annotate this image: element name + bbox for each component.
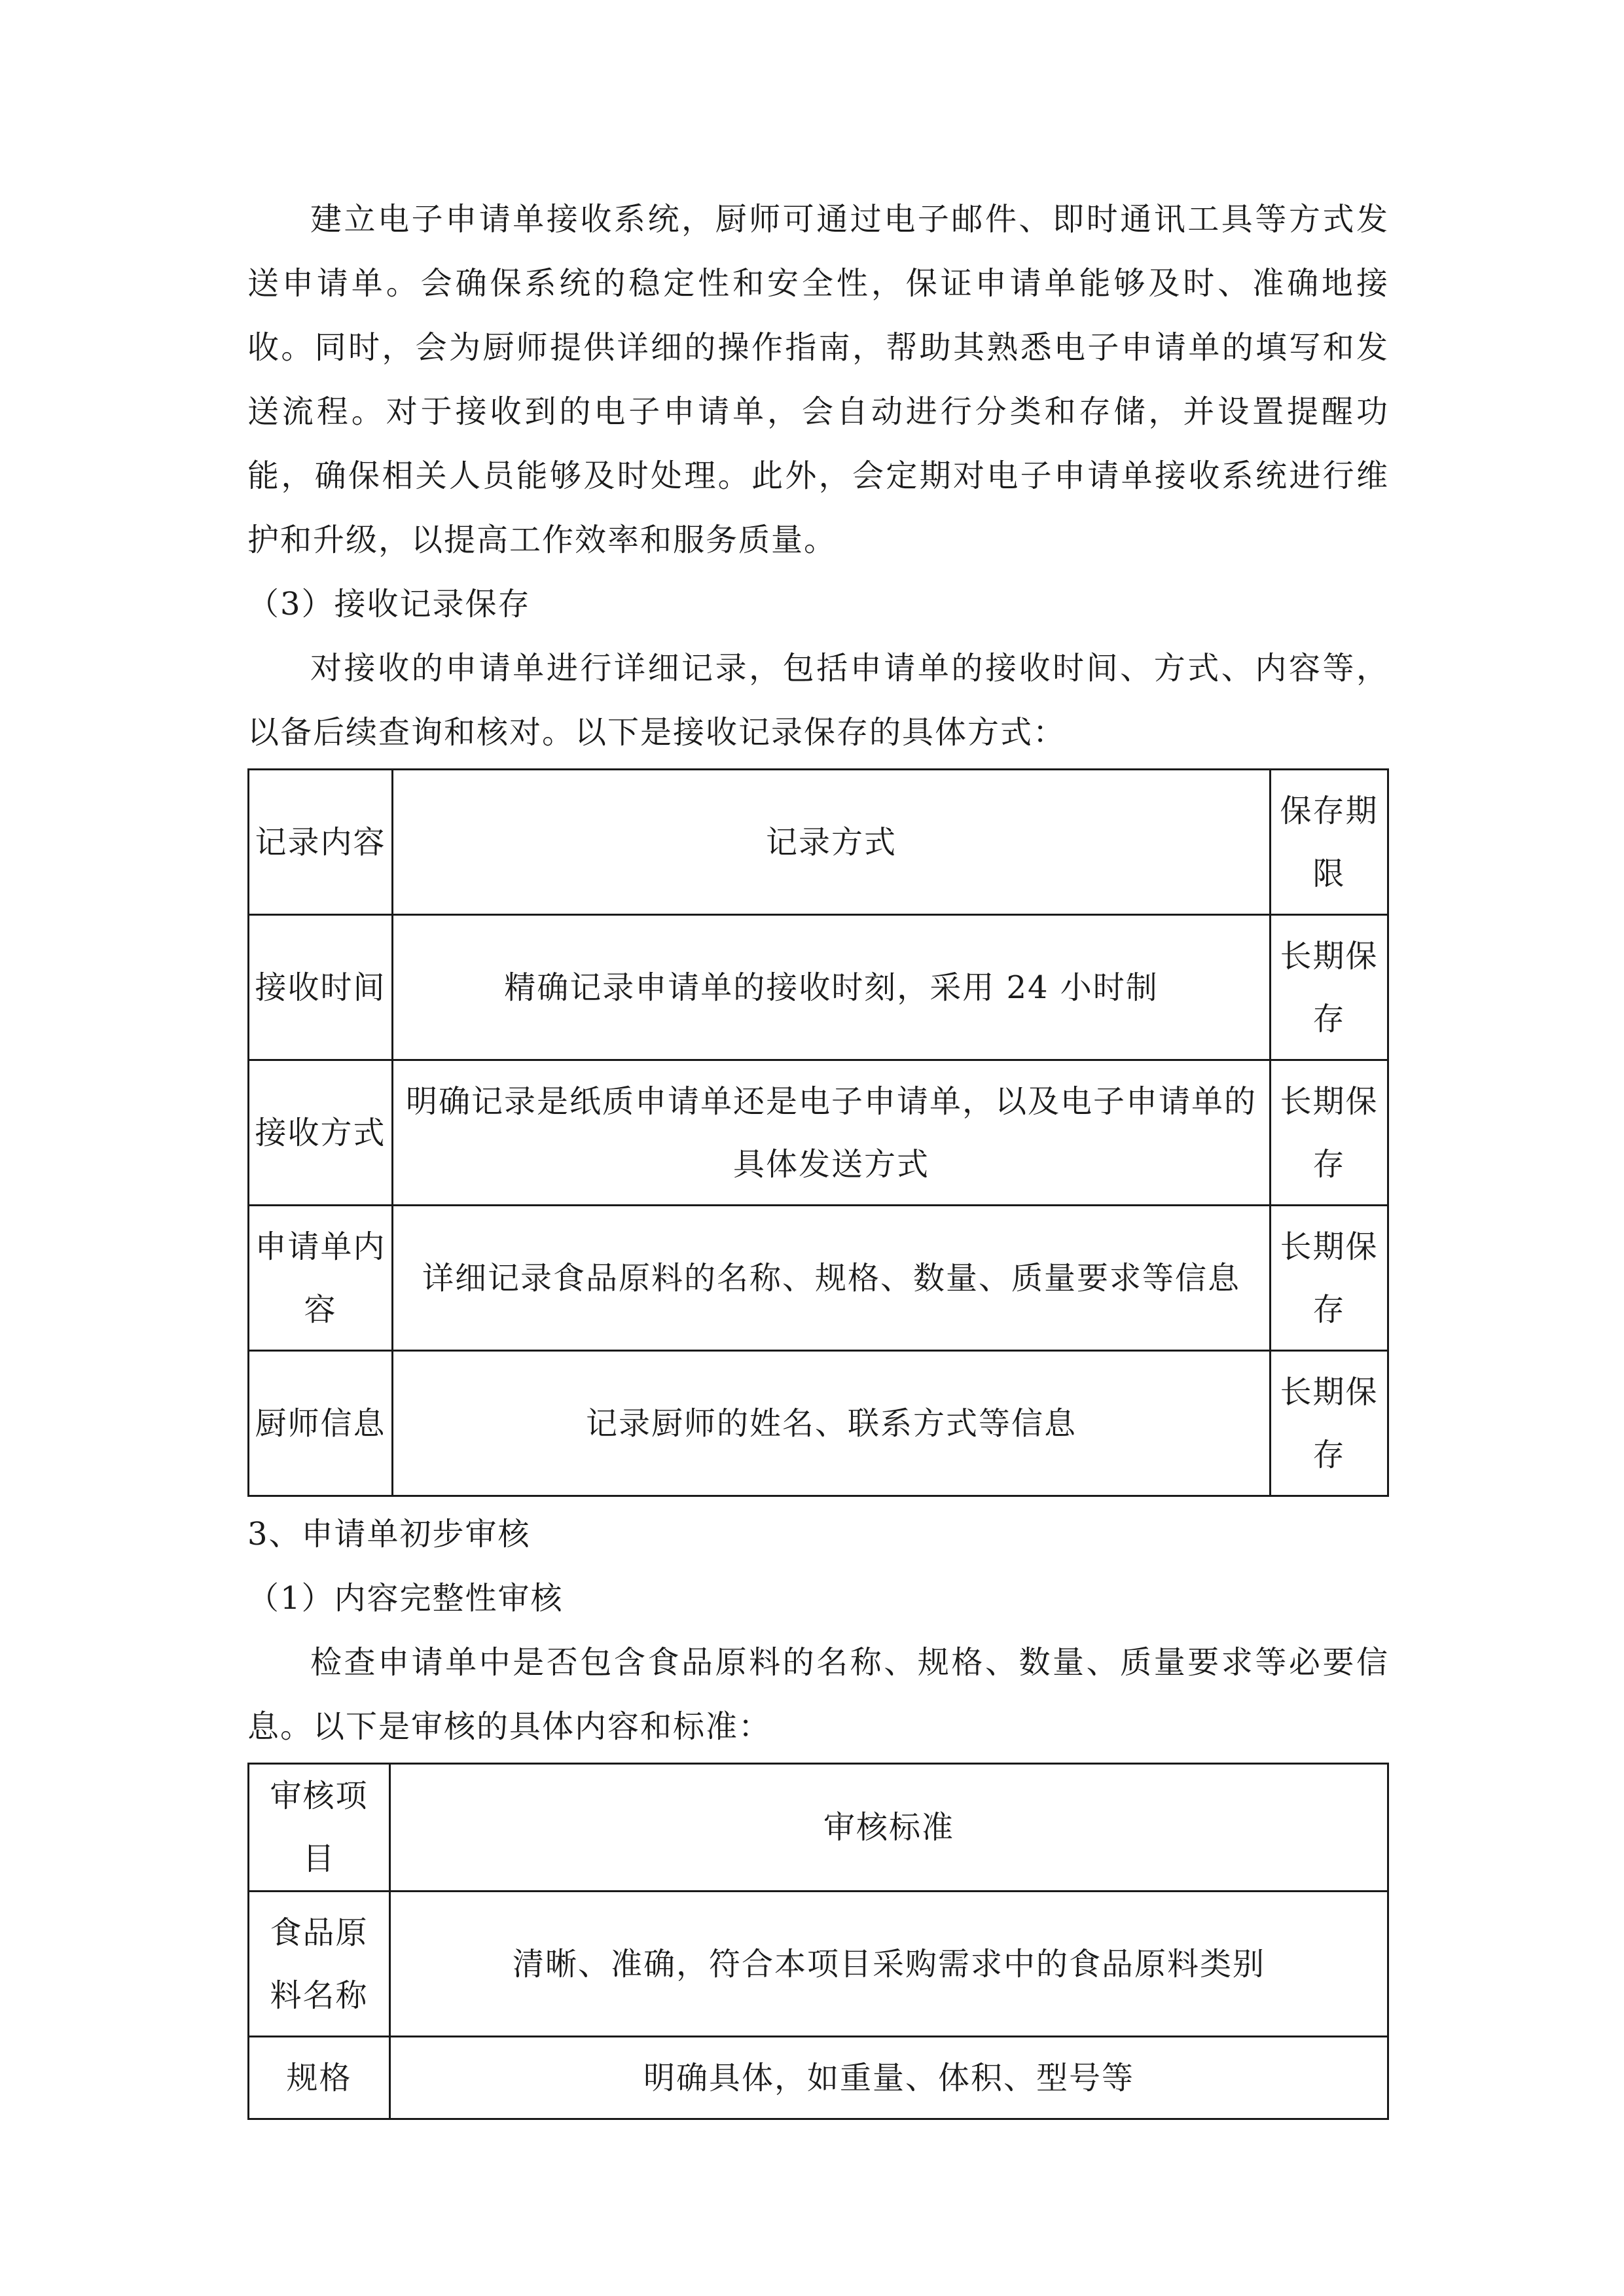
table-row: [249, 2037, 1388, 2119]
heading-integrity-review: （1）内容完整性审核: [247, 1580, 564, 1617]
header-cell-standard: 审核标准: [390, 1764, 1388, 1892]
table-cell: 清晰、准确，符合本项目采购需求中的食品原料类别: [390, 1892, 1388, 2037]
table-cell: 申请单内容: [249, 1206, 393, 1351]
header-cell-item: 审核项目: [249, 1764, 390, 1892]
table-row: [249, 915, 1388, 1060]
table-row: [249, 1351, 1388, 1496]
table-cell: 接收方式: [249, 1060, 393, 1206]
table-row: [249, 1892, 1388, 2037]
paragraph-record-intro: 对接收的申请单进行详细记录，包括申请单的接收时间、方式、内容等，以备后续查询和核对。以下是接收记录保存的具体方式：: [247, 650, 1389, 751]
table-row: [249, 1060, 1388, 1206]
table-header-row: [249, 770, 1388, 915]
table-header-row: [249, 1764, 1388, 1892]
table-cell: 长期保存: [1271, 915, 1388, 1060]
table-cell: 长期保存: [1271, 1206, 1388, 1351]
header-cell-retention: 保存期限: [1271, 770, 1388, 915]
table-cell: 明确具体，如重量、体积、型号等: [390, 2037, 1388, 2119]
paragraph-electronic-system: 建立电子申请单接收系统，厨师可通过电子邮件、即时通讯工具等方式发送申请单。会确保系统的稳定性和安全性，保证申请单能够及时、准确地接收。同时，会为厨师提供详细的操作指南，帮助其熟悉电子申请单的填写和发送流程。对于接收到的电子申请单，会自动进行分类和存储，并设置提醒功能，确保相关人员能够及时处理。此外，会定期对电子申请单接收系统进行维护和升级，以提高工作效率和服务质量。: [247, 201, 1389, 558]
table-cell: 接收时间: [249, 915, 393, 1060]
record-table: [247, 768, 1389, 1497]
header-cell-method: 记录方式: [393, 770, 1271, 915]
table-row: [249, 1206, 1388, 1351]
table-cell: 详细记录食品原料的名称、规格、数量、质量要求等信息: [393, 1206, 1271, 1351]
heading-section-3: 3、申请单初步审核: [247, 1516, 531, 1552]
table-cell: 长期保存: [1271, 1060, 1388, 1206]
table-cell: 明确记录是纸质申请单还是电子申请单，以及电子申请单的具体发送方式: [393, 1060, 1271, 1206]
header-cell-content: 记录内容: [249, 770, 393, 915]
table-cell: 长期保存: [1271, 1351, 1388, 1496]
page-content: [247, 187, 1389, 2120]
paragraph-review-intro: 检查申请单中是否包含食品原料的名称、规格、数量、质量要求等必要信息。以下是审核的具体内容和标准：: [247, 1644, 1389, 1745]
heading-record-keeping: （3）接收记录保存: [247, 586, 531, 622]
audit-table: [247, 1763, 1389, 2120]
table-cell: 记录厨师的姓名、联系方式等信息: [393, 1351, 1271, 1496]
table-cell: 规格: [249, 2037, 390, 2119]
table-cell: 厨师信息: [249, 1351, 393, 1496]
table-cell: 精确记录申请单的接收时刻，采用 24 小时制: [393, 915, 1271, 1060]
table-cell: 食品原料名称: [249, 1892, 390, 2037]
